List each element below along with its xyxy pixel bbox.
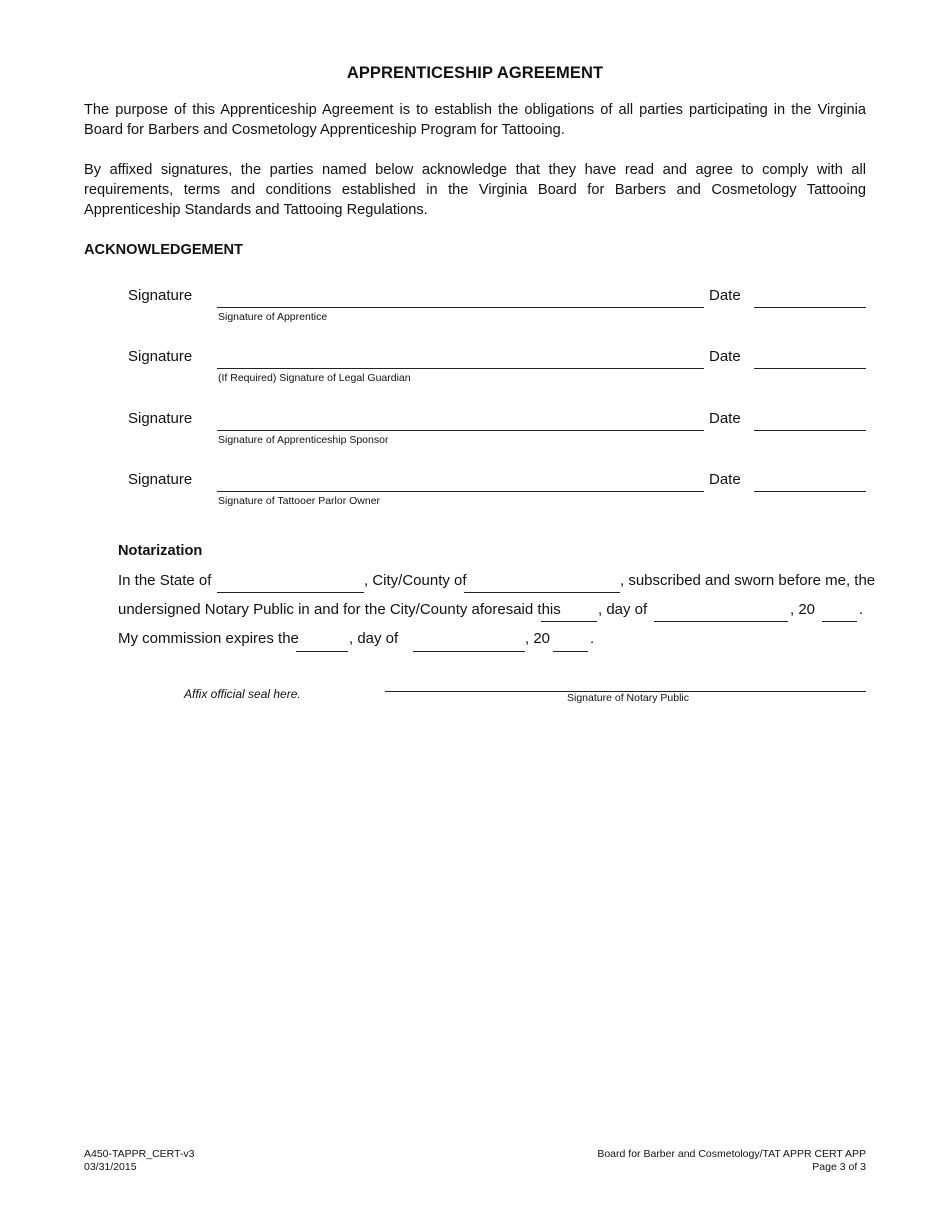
day-of-text: , day of	[349, 630, 399, 647]
sworn-month-field[interactable]	[654, 621, 788, 622]
apprentice-signature-field[interactable]	[217, 307, 704, 308]
apprentice-date-field[interactable]	[754, 307, 866, 308]
guardian-date-field[interactable]	[754, 368, 866, 369]
footer-left	[84, 1148, 195, 1173]
footer-right	[597, 1148, 866, 1173]
sworn-suffix: , subscribed and sworn before me, the	[620, 572, 876, 589]
sponsor-date-field[interactable]	[754, 430, 866, 431]
page-title: APPRENTICESHIP AGREEMENT	[346, 64, 604, 82]
board-text: Board for Barber and Cosmetology/TAT APPR CERT APP	[597, 1148, 866, 1160]
expires-day-field[interactable]	[296, 651, 348, 652]
form-date: 03/31/2015	[84, 1160, 137, 1173]
commission-expires-text: My commission expires the	[118, 630, 299, 647]
sworn-year-field[interactable]	[822, 621, 857, 622]
sponsor-signature-field[interactable]	[217, 430, 704, 431]
page-number: Page 3 of 3	[812, 1160, 866, 1173]
date-label: Date	[709, 410, 741, 427]
sworn-day-field[interactable]	[541, 621, 597, 622]
signature-caption: Signature of Tattooer Parlor Owner	[218, 495, 381, 507]
signature-row-sponsor	[0, 410, 950, 460]
day-of-text: , day of	[598, 601, 648, 618]
county-prefix: , City/County of	[364, 572, 467, 589]
year-prefix: , 20	[525, 630, 551, 647]
signature-label: Signature	[128, 410, 193, 427]
expires-month-field[interactable]	[413, 651, 525, 652]
signature-caption: Signature of Apprenticeship Sponsor	[218, 434, 389, 446]
signature-caption: Signature of Apprentice	[218, 311, 328, 323]
guardian-signature-field[interactable]	[217, 368, 704, 369]
signature-row-apprentice	[0, 287, 950, 337]
parlor-owner-date-field[interactable]	[754, 491, 866, 492]
state-prefix: In the State of	[118, 572, 212, 589]
period: .	[859, 601, 864, 618]
form-id: A450-TAPPR_CERT-v3	[84, 1148, 195, 1160]
notary-public-text: undersigned Notary Public in and for the City/County aforesaid this	[118, 601, 561, 618]
year-prefix: , 20	[790, 601, 816, 618]
date-label: Date	[709, 287, 741, 304]
expires-year-field[interactable]	[553, 651, 588, 652]
county-field[interactable]	[464, 592, 620, 593]
signature-caption: (If Required) Signature of Legal Guardian	[218, 372, 411, 384]
state-field[interactable]	[217, 592, 364, 593]
date-label: Date	[709, 471, 741, 488]
signature-row-guardian	[0, 348, 950, 398]
notary-signature-caption: Signature of Notary Public	[567, 692, 689, 704]
date-label: Date	[709, 348, 741, 365]
period: .	[590, 630, 595, 647]
signature-label: Signature	[128, 287, 193, 304]
signature-label: Signature	[128, 471, 193, 488]
purpose-paragraph: The purpose of this Apprenticeship Agreement is to establish the obligations of all parties participating in the Virginia Board for Barbers and Cosmetology Apprenticeship Program for Tattooing.	[84, 102, 866, 138]
acknowledgement-heading: ACKNOWLEDGEMENT	[84, 242, 243, 258]
notarization-heading: Notarization	[118, 543, 203, 559]
signature-label: Signature	[128, 348, 193, 365]
parlor-owner-signature-field[interactable]	[217, 491, 704, 492]
seal-instruction: Affix official seal here.	[184, 687, 301, 701]
signature-row-parlor-owner	[0, 471, 950, 521]
acknowledgment-paragraph: By affixed signatures, the parties named below acknowledge that they have read and agree to comply with all requirements, terms and conditions established in the Virginia Board for Barbers and Cosmetology Tattooing Apprenticeship Standards and Tattooing Regulations.	[84, 162, 866, 218]
